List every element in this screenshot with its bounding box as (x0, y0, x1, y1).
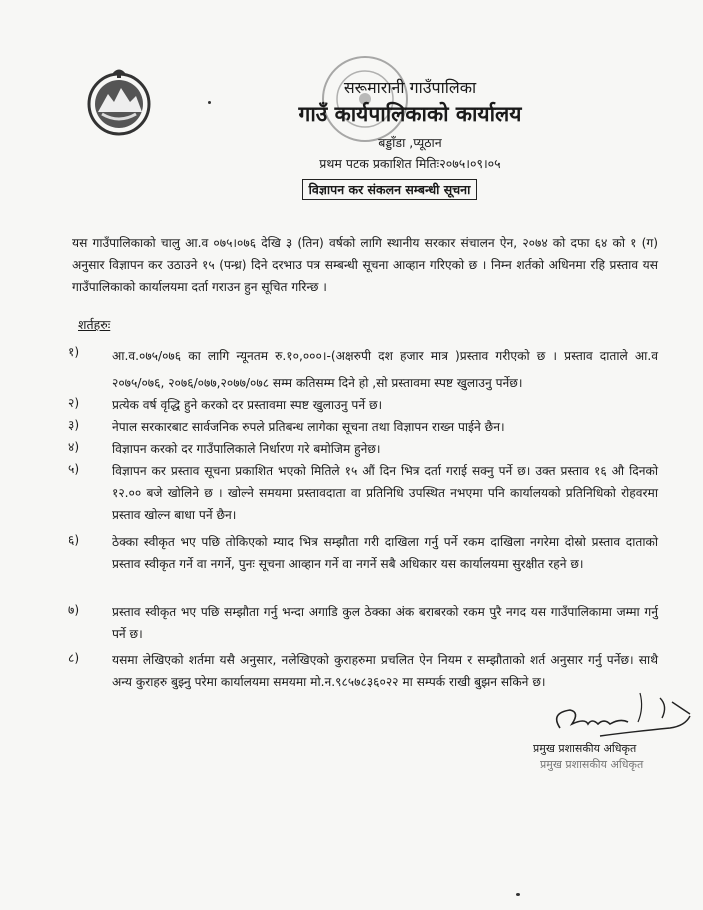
condition-text: नेपाल सरकारबाट सार्वजनिक रुपले प्रतिबन्ध लागेका सूचना तथा विज्ञापन राख्न पाईने छैन। (112, 420, 505, 434)
condition-text: यसमा लेखिएको शर्तमा यसै अनुसार, नलेखिएको कुराहरुमा प्रचलित ऐन नियम र सम्झौताको शर्त अनुसार गर्नु पर्नेछ। साथै अन्य कुराहरु बुझ्नु परेमा कार्यालयमा समयमा मो.न.९८५७८३६०२२ मा सम्पर्क राखी बुझन सकिने छ। (112, 653, 658, 689)
notice-subject: विज्ञापन कर संकलन सम्बन्धी सूचना (302, 179, 478, 200)
municipality-name: सरूमारानी गाउँपालिका (343, 78, 477, 97)
condition-text: आ.व.०७५/०७६ का लागि न्यूनतम रु.१०,०००।-(अक्षरुपी दश हजार मात्र )प्रस्ताव गरीएको छ । प्रस्ताव दाताले आ.व २०७५/०७६, २०७६/०७७,२०७७/०७८ सम्म कतिसम्म दिने हो ,सो प्रस्तावमा स्पष्ट खुलाउनु पर्नेछ। (112, 349, 658, 390)
condition-text: विज्ञापन कर प्रस्ताव सूचना प्रकाशित भएको मितिले १५ औं दिन भित्र दर्ता गराई सक्नु पर्ने छ। उक्त प्रस्ताव १६ औ दिनको १२.०० बजे खोलिने छ । खोल्ने समयमा प्रस्तावदाता वा प्रतिनिधि उपस्थित नभएमा पनि कार्यालयको प्रतिनिधिको रोहवरमा प्रस्ताव खोल्न बाधा पर्ने छैन। (112, 464, 658, 522)
condition-number: ८) (68, 651, 80, 665)
condition-text: विज्ञापन करको दर गाउँपालिकाले निर्धारण गरे बमोजिम हुनेछ। (112, 442, 381, 456)
designation-stamp: प्रमुख प्रशासकीय अधिकृत (540, 758, 644, 771)
signature-icon (540, 688, 700, 768)
office-stamp-icon (318, 52, 412, 146)
condition-number: ३) (68, 418, 80, 432)
condition-number: ७) (68, 603, 80, 617)
condition-number: ४) (68, 440, 80, 454)
condition-text: प्रत्येक वर्ष वृद्धि हुने करको दर प्रस्तावमा स्पष्ट खुलाउनु पर्ने छ। (112, 398, 383, 412)
condition-number: २) (68, 396, 80, 410)
conditions-heading: शर्तहरुः (78, 317, 111, 332)
signatory-designation: प्रमुख प्रशासकीय अधिकृत (533, 742, 637, 755)
condition-text: प्रस्ताव स्वीकृत भए पछि सम्झौता गर्नु भन्दा अगाडि कुल ठेक्का अंक बराबरको रकम पुरै नगद यस गाउँपालिकामा जम्मा गर्नु पर्ने छ। (112, 605, 658, 641)
office-title: गाउँ कार्यपालिकाको कार्यालय (298, 101, 522, 126)
intro-paragraph: यस गाउँपालिकाको चालु आ.व ०७५।०७६ देखि ३ (तिन) वर्षको लागि स्थानीय सरकार संचालन ऐन, २०७४ को दफा ६४ को १ (ग) अनुसार विज्ञापन कर उठाउने १५ (पन्ध्र) दिने दरभाउ पत्र सम्बन्धी सूचना आव्हान गरिएको छ । निम्न शर्तको अधिनमा रहि प्रस्ताव यस गाउँपालिकाको कार्यालयमा दर्ता गराउन हुन सूचित गरिन्छ । (72, 236, 658, 294)
publication-date: प्रथम पटक प्रकाशित मितिः२०७५।०९।०५ (319, 156, 501, 171)
office-address: बड्डाँडा ,प्यूठान (378, 135, 442, 150)
condition-number: १) (68, 345, 80, 359)
condition-text: ठेक्का स्वीकृत भए पछि तोकिएको म्याद भित्र सम्झौता गरी दाखिला गर्नु पर्ने रकम दाखिला नगरेमा दोस्रो प्रस्ताव दाताको प्रस्ताव स्वीकृत गर्ने वा नगर्ने, पुनः सूचना आव्हान गर्ने वा नगर्ने सबै अधिकार यस कार्यालयमा सुरक्षीत रहने छ। (112, 535, 658, 571)
condition-number: ५) (68, 462, 80, 476)
scan-speck (208, 101, 211, 104)
scan-speck (516, 893, 520, 896)
nepal-emblem-icon (84, 68, 154, 138)
condition-number: ६) (68, 533, 80, 547)
